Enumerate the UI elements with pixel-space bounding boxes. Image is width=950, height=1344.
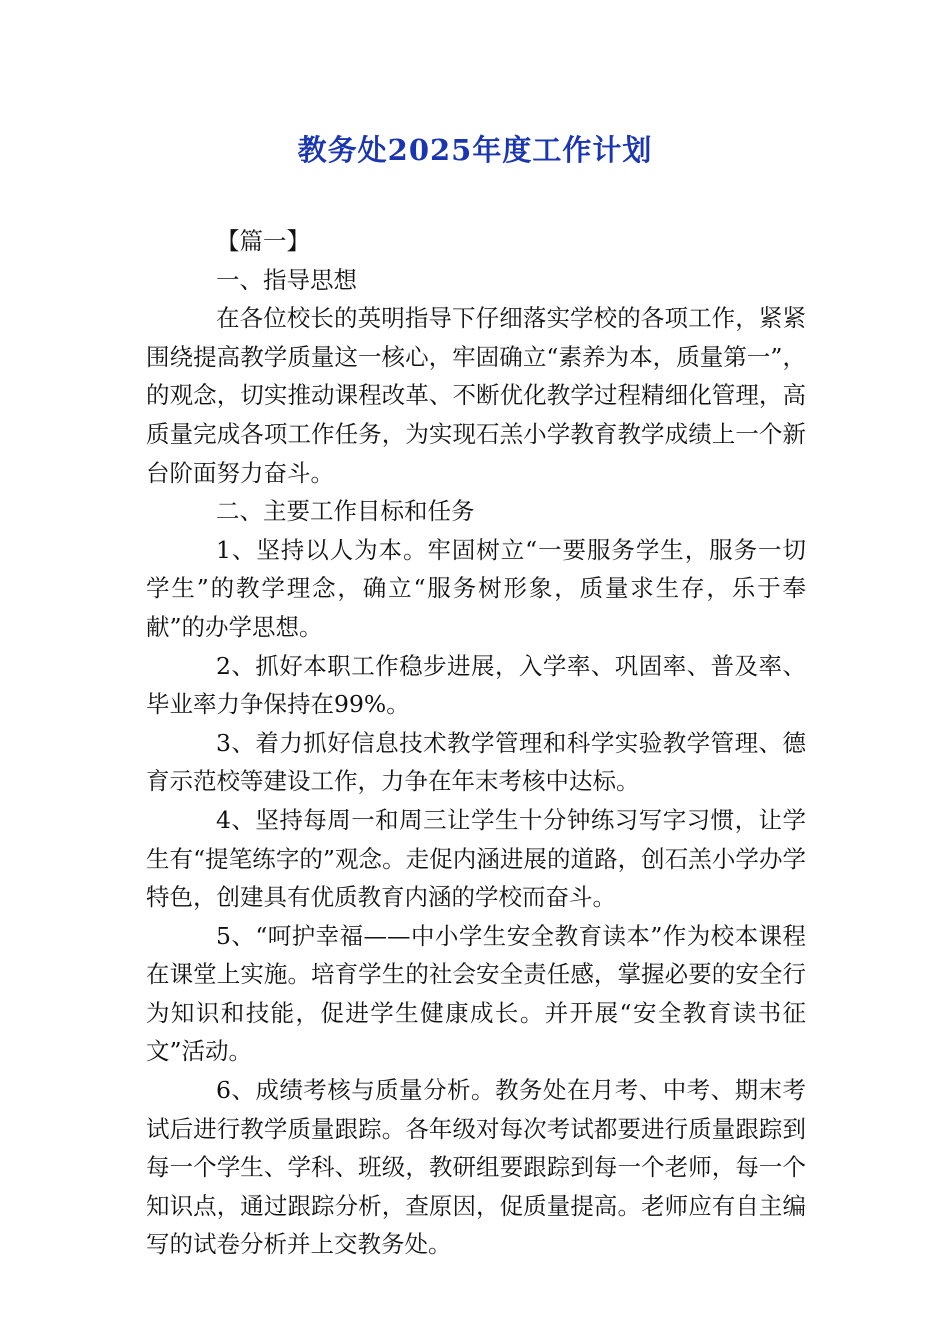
document-body [146, 222, 806, 1264]
paragraph-item-6: 6、成绩考核与质量分析。教务处在月考、中考、期末考试后进行教学质量跟踪。各年级对每次考试都要进行质量跟踪到每一个学生、学科、班级，教研组要跟踪到每一个老师，每一个知识点，通过跟踪分析，查原因，促质量提高。老师应有自主编写的试卷分析并上交教务处。 [146, 1076, 806, 1259]
paragraph-guiding-ideology: 在各位校长的英明指导下仔细落实学校的各项工作，紧紧围绕提高教学质量这一核心，牢固确立“素养为本，质量第一”，的观念，切实推动课程改革、不断优化教学过程精细化管理，高质量完成各项工作任务，为实现石羔小学教育教学成绩上一个新台阶面努力奋斗。 [146, 304, 806, 487]
paragraph-item-5: 5、“呵护幸福——中小学生安全教育读本”作为校本课程在课堂上实施。培育学生的社会安全责任感，掌握必要的安全行为知识和技能，促进学生健康成长。并开展“安全教育读书征文”活动。 [146, 921, 806, 1066]
paragraph-item-3: 3、着力抓好信息技术教学管理和科学实验教学管理、德育示范校等建设工作，力争在年末考核中达标。 [146, 728, 806, 796]
section-marker: 【篇一】 [216, 227, 310, 255]
paragraph-item-4: 4、坚持每周一和周三让学生十分钟练习写字习惯，让学生有“提笔练字的”观念。走促内涵进展的道路，创石羔小学办学特色，创建具有优质教育内涵的学校而奋斗。 [146, 805, 806, 912]
section-heading-guiding-ideology: 一、指导思想 [216, 265, 357, 294]
paragraph-item-1: 1、坚持以人为本。牢固树立“一要服务学生，服务一切学生”的教学理念，确立“服务树形象，质量求生存，乐于奉献”的办学思想。 [146, 535, 806, 641]
document-title: 教务处2025年度工作计划 [297, 133, 653, 167]
paragraph-item-2: 2、抓好本职工作稳步进展，入学率、巩固率、普及率、毕业率力争保持在99%。 [146, 651, 806, 719]
section-heading-goals-and-tasks: 二、主要工作目标和任务 [216, 497, 475, 526]
